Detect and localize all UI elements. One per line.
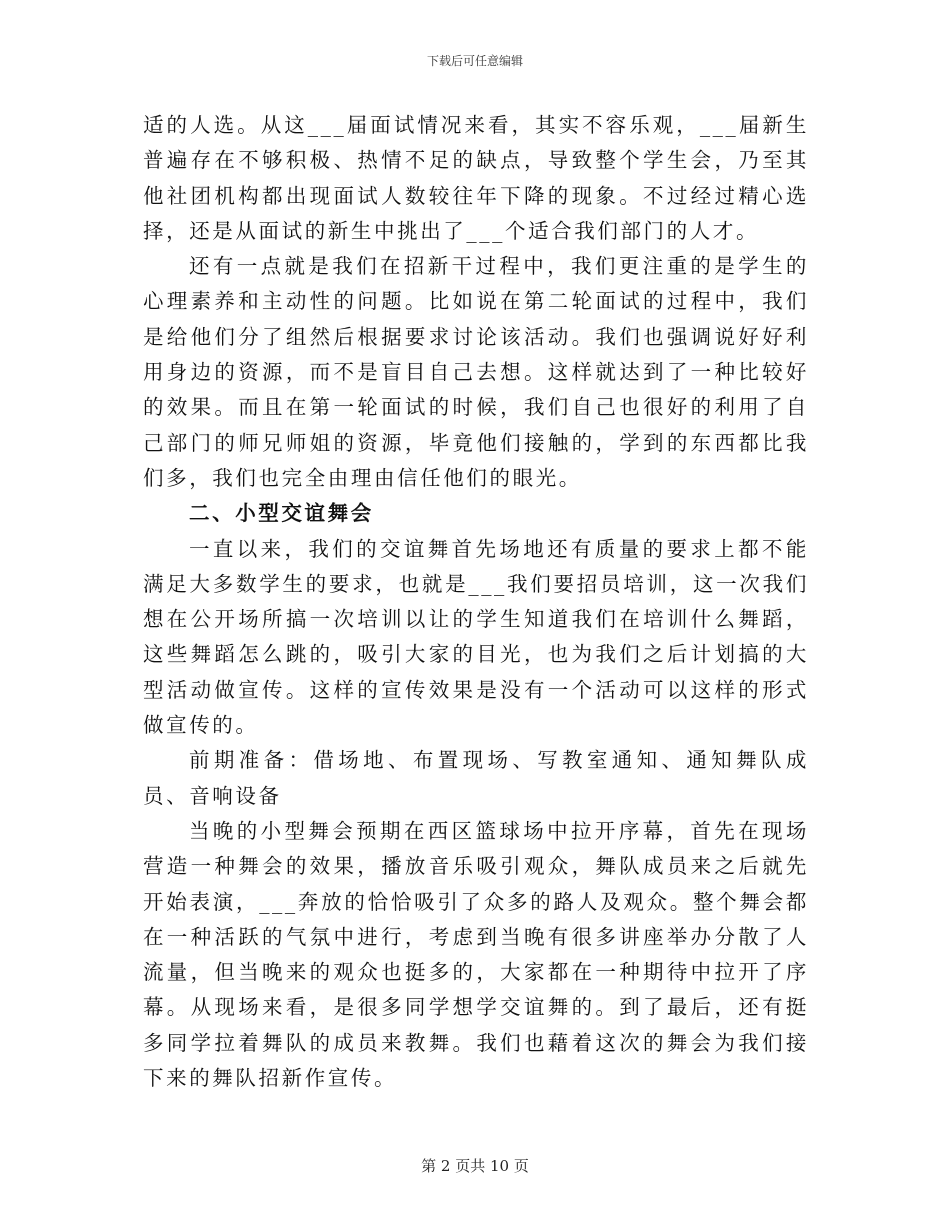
document-body bbox=[143, 108, 809, 1096]
paragraph-2: 还有一点就是我们在招新干过程中，我们更注重的是学生的心理素养和主动性的问题。比如说在第二轮面试的过程中，我们是给他们分了组然后根据要求讨论该活动。我们也强调说好好利用身边的资源，而不是盲目自己去想。这样就达到了一种比较好的效果。而且在第一轮面试的时候，我们自己也很好的利用了自己部门的师兄师姐的资源，毕竟他们接触的，学到的东西都比我们多，我们也完全由理由信任他们的眼光。 bbox=[143, 254, 809, 490]
page-footer: 第 2 页共 10 页 bbox=[421, 1157, 529, 1175]
paragraph-5: 当晚的小型舞会预期在西区篮球场中拉开序幕，首先在现场营造一种舞会的效果，播放音乐吸引观众，舞队成员来之后就先开始表演，___奔放的恰恰吸引了众多的路人及观众。整个舞会都在一种活跃的气氛中进行，考虑到当晚有很多讲座举办分散了人流量，但当晚来的观众也挺多的，大家都在一种期待中拉开了序幕。从现场来看，是很多同学想学交谊舞的。到了最后，还有挺多同学拉着舞队的成员来教舞。我们也藉着这次的舞会为我们接下来的舞队招新作宣传。 bbox=[143, 818, 809, 1091]
section-heading: 二、小型交谊舞会 bbox=[189, 501, 374, 526]
page-header: 下载后可任意编辑 bbox=[426, 54, 523, 68]
paragraph-3: 一直以来，我们的交谊舞首先场地还有质量的要求上都不能满足大多数学生的要求，也就是___我们要招员培训，这一次我们想在公开场所搞一次培训以让的学生知道我们在培训什么舞蹈，这些舞蹈怎么跳的，吸引大家的目光，也为我们之后计划搞的大型活动做宣传。这样的宣传效果是没有一个活动可以这样的形式做宣传的。 bbox=[143, 536, 809, 738]
paragraph-1: 适的人选。从这___届面试情况来看，其实不容乐观，___届新生普遍存在不够积极、热情不足的缺点，导致整个学生会，乃至其他社团机构都出现面试人数较往年下降的现象。不过经过精心选择，还是从面试的新生中挑出了___个适合我们部门的人才。 bbox=[143, 113, 809, 243]
paragraph-4: 前期准备：借场地、布置现场、写教室通知、通知舞队成员、音响设备 bbox=[143, 748, 809, 808]
